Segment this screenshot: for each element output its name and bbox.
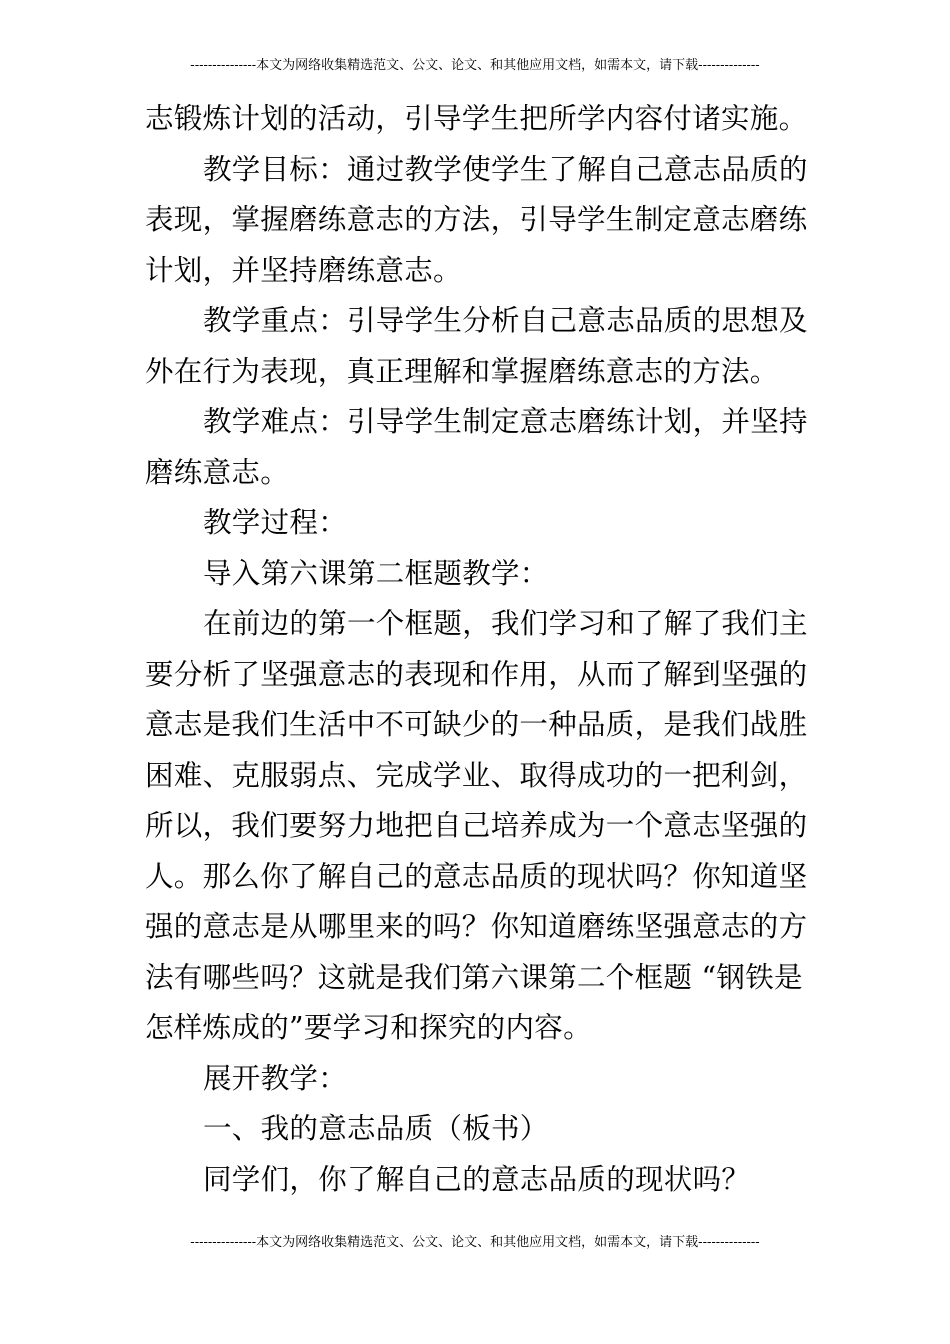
- body-line: 人。那么你了解自己的意志品质的现状吗？你知道坚: [145, 859, 808, 893]
- body-line: 同学们，你了解自己的意志品质的现状吗？: [203, 1162, 751, 1196]
- body-line: 困难、克服弱点、完成学业、取得成功的一把利剑，: [145, 758, 808, 792]
- body-line: 教学目标：通过教学使学生了解自己意志品质的: [203, 152, 808, 186]
- header-banner: ---------------本文为网络收集精选范文、公文、论文、和其他应用文档，如需本文，请下载--------------: [190, 58, 760, 73]
- body-line: 教学难点：引导学生制定意志磨练计划，并坚持: [203, 405, 808, 438]
- body-line: 外在行为表现，真正理解和掌握磨练意志的方法。: [145, 354, 779, 388]
- body-line: 导入第六课第二框题教学：: [203, 556, 549, 590]
- body-line: 一、我的意志品质（板书）: [203, 1112, 549, 1145]
- body-line: 展开教学：: [203, 1061, 348, 1095]
- body-line: 要分析了坚强意志的表现和作用，从而了解到坚强的: [145, 657, 808, 691]
- body-line: 法有哪些吗？这就是我们第六课第二个框题 “钢铁是: [145, 960, 803, 994]
- body-line: 教学过程：: [203, 506, 348, 539]
- body-line: 教学重点：引导学生分析自己意志品质的思想及: [203, 304, 808, 337]
- body-line: 在前边的第一个框题，我们学习和了解了我们主: [203, 607, 808, 640]
- body-line: 意志是我们生活中不可缺少的一种品质，是我们战胜: [145, 708, 808, 741]
- body-line: 所以，我们要努力地把自己培养成为一个意志坚强的: [145, 809, 808, 842]
- body-line: 志锻炼计划的活动，引导学生把所学内容付诸实施。: [145, 102, 808, 135]
- document-body: [145, 94, 810, 1205]
- body-line: 强的意志是从哪里来的吗？你知道磨练坚强意志的方: [145, 910, 808, 943]
- body-line: 磨练意志。: [145, 455, 290, 489]
- body-line: 计划，并坚持磨练意志。: [145, 253, 462, 287]
- footer-banner: ---------------本文为网络收集精选范文、公文、论文、和其他应用文档，如需本文，请下载--------------: [190, 1235, 760, 1250]
- body-line: 表现，掌握磨练意志的方法，引导学生制定意志磨练: [145, 203, 808, 236]
- body-line: 怎样炼成的”要学习和探究的内容。: [145, 1011, 592, 1044]
